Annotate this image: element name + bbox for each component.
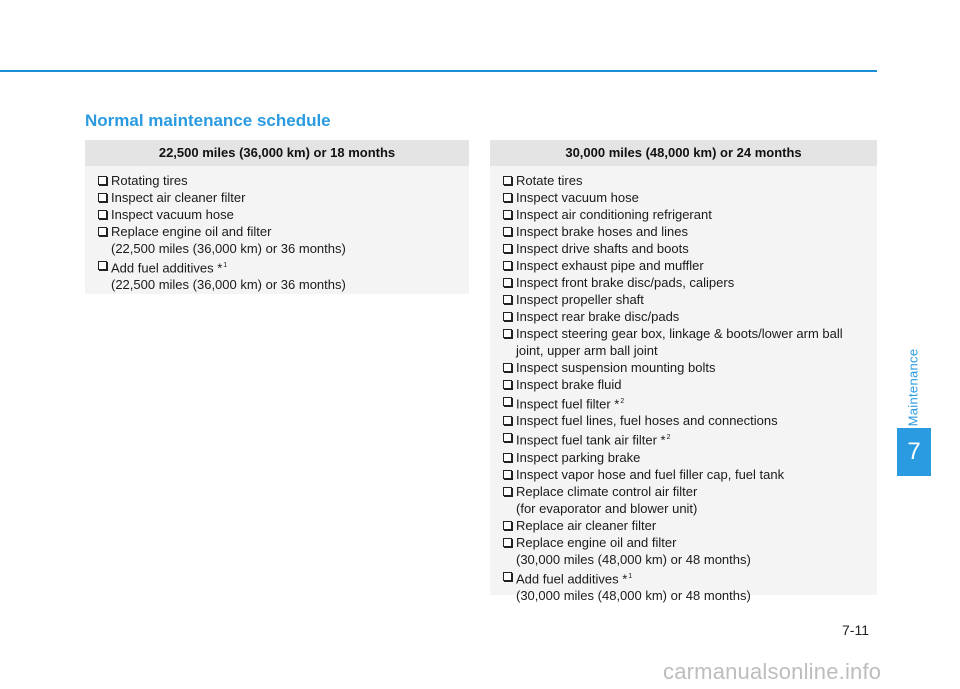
checklist-item-text: (30,000 miles (48,000 km) or 48 months) <box>516 551 751 567</box>
checkbox-icon <box>503 193 512 202</box>
page-number: 7-11 <box>842 622 869 638</box>
checklist-item-continuation <box>503 342 867 359</box>
checkbox-icon <box>503 433 512 442</box>
checkbox-icon <box>503 176 512 185</box>
checklist-item-text: Inspect exhaust pipe and muffler <box>516 258 704 273</box>
checklist-item <box>98 223 459 240</box>
checklist-item <box>98 189 459 206</box>
checklist-item <box>503 274 867 291</box>
checkbox-icon <box>98 193 107 202</box>
schedule-box-22500 <box>85 140 469 294</box>
footnote-marker: 2 <box>666 434 671 442</box>
checklist-item <box>503 393 867 412</box>
checklist-item <box>98 172 459 189</box>
checklist-item <box>503 308 867 325</box>
checklist-item <box>503 483 867 500</box>
checklist-item-text: Replace air cleaner filter <box>516 517 657 533</box>
schedule-heading: 30,000 miles (48,000 km) or 24 months <box>490 140 877 166</box>
checkbox-icon <box>503 521 512 530</box>
footnote-marker: 2 <box>620 398 625 405</box>
checklist-item-continuation <box>98 240 459 257</box>
checklist-item-text: Inspect rear brake disc/pads <box>516 309 680 324</box>
checklist-item <box>503 359 867 376</box>
checklist-item <box>503 534 867 551</box>
checklist-item-text: Inspect air cleaner filter <box>111 190 246 205</box>
checkbox-icon <box>503 363 512 372</box>
schedule-items <box>85 166 469 299</box>
checklist-item-text: Inspect vapor hose and fuel filler cap, fuel tank <box>516 466 785 482</box>
checklist-item <box>503 466 867 483</box>
checklist-item-text: (for evaporator and blower unit) <box>516 500 698 516</box>
checklist-item-text: Inspect fuel filter * <box>516 396 620 412</box>
header-rule <box>0 70 877 72</box>
checklist-item-text: (30,000 miles (48,000 km) or 48 months) <box>516 587 751 603</box>
checklist-item-text: Inspect brake hoses and lines <box>516 224 688 239</box>
checklist-item-continuation <box>503 500 867 517</box>
checklist-item <box>503 291 867 308</box>
checklist-item-text: Inspect steering gear box, linkage & boots/lower arm ball <box>516 326 843 341</box>
checklist-item-text: Add fuel additives * <box>516 570 628 586</box>
checklist-item-text: Inspect vacuum hose <box>111 207 234 222</box>
checkbox-icon <box>503 312 512 321</box>
checklist-item-text: Rotate tires <box>516 173 583 188</box>
checklist-item-text: Inspect drive shafts and boots <box>516 241 689 256</box>
checkbox-icon <box>503 453 512 462</box>
checklist-item-text: Replace engine oil and filter <box>516 534 677 550</box>
checklist-item <box>503 172 867 189</box>
checklist-item-text: Rotating tires <box>111 173 188 188</box>
chapter-tab: 7 <box>897 428 931 476</box>
checkbox-icon <box>503 416 512 425</box>
checkbox-icon <box>503 227 512 236</box>
chapter-side-label-text: Maintenance <box>905 348 921 427</box>
checkbox-icon <box>503 538 512 547</box>
checklist-item-text: Inspect vacuum hose <box>516 190 639 205</box>
checklist-item-text: Add fuel additives * <box>111 260 223 276</box>
checklist-item <box>503 325 867 342</box>
checklist-item <box>503 206 867 223</box>
checkbox-icon <box>98 176 107 185</box>
checkbox-icon <box>503 380 512 389</box>
checklist-item <box>503 517 867 534</box>
checklist-item-continuation <box>98 276 459 293</box>
checklist-item <box>503 240 867 257</box>
checkbox-icon <box>503 487 512 496</box>
schedule-heading: 22,500 miles (36,000 km) or 18 months <box>85 140 469 166</box>
checklist-item <box>98 257 459 276</box>
checkbox-icon <box>98 210 107 219</box>
schedule-box-30000 <box>490 140 877 603</box>
checklist-item-text: (22,500 miles (36,000 km) or 36 months) <box>111 277 346 293</box>
footnote-marker: 1 <box>628 572 633 580</box>
checklist-item-text: Inspect fuel tank air filter * <box>516 432 666 448</box>
checklist-item-text: Inspect parking brake <box>516 449 641 465</box>
watermark: carmanualsonline.info <box>663 659 882 684</box>
checkbox-icon <box>98 261 107 270</box>
checklist-item-continuation <box>503 551 867 568</box>
checklist-item <box>503 257 867 274</box>
footnote-marker: 1 <box>223 262 228 269</box>
checkbox-icon <box>503 572 512 581</box>
checklist-item-text: Inspect air conditioning refrigerant <box>516 207 712 222</box>
checkbox-icon <box>98 227 107 236</box>
checklist-item-text: Inspect front brake disc/pads, calipers <box>516 275 735 290</box>
checklist-item <box>503 449 867 466</box>
checkbox-icon <box>503 295 512 304</box>
checklist-item <box>503 429 867 448</box>
checklist-item <box>503 412 867 429</box>
checklist-item-text: Replace climate control air filter <box>516 483 698 499</box>
checkbox-icon <box>503 261 512 270</box>
schedule-items <box>490 166 877 610</box>
page-title: Normal maintenance schedule <box>85 111 331 130</box>
checklist-item <box>503 376 867 393</box>
chapter-side-label <box>898 340 928 435</box>
checklist-item <box>503 189 867 206</box>
checkbox-icon <box>503 397 512 406</box>
checkbox-icon <box>503 470 512 479</box>
checkbox-icon <box>503 278 512 287</box>
checklist-item-text: Inspect brake fluid <box>516 377 622 392</box>
checklist-item-text: Inspect propeller shaft <box>516 292 644 307</box>
checklist-item-text: Replace engine oil and filter <box>111 224 272 239</box>
checklist-item <box>98 206 459 223</box>
checklist-item-continuation <box>503 587 867 604</box>
checkbox-icon <box>503 210 512 219</box>
checklist-item-text: Inspect suspension mounting bolts <box>516 360 716 375</box>
checkbox-icon <box>503 244 512 253</box>
checklist-item-text: (22,500 miles (36,000 km) or 36 months) <box>111 241 346 256</box>
checklist-item <box>503 223 867 240</box>
checklist-item <box>503 568 867 587</box>
checklist-item-text: Inspect fuel lines, fuel hoses and connections <box>516 413 778 429</box>
checkbox-icon <box>503 329 512 338</box>
checklist-item-text: joint, upper arm ball joint <box>516 343 658 358</box>
